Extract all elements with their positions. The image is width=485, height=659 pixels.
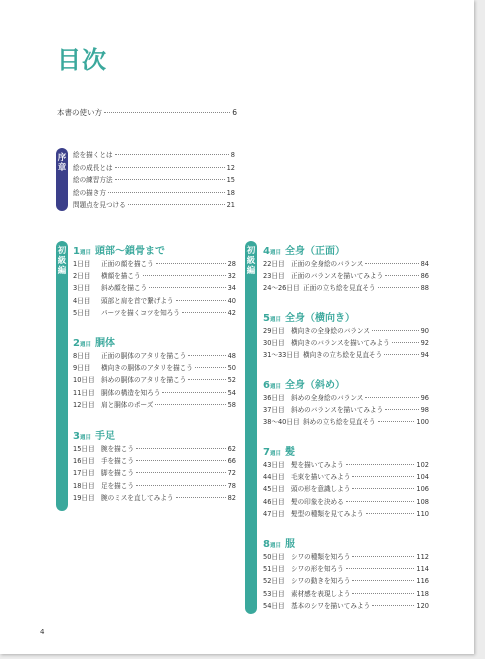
- toc-entry-page: 15: [226, 176, 235, 184]
- toc-entry[interactable]: [263, 282, 429, 294]
- toc-entry-label: 横顔を描こう: [101, 272, 141, 281]
- toc-entry-label: 横向きの胴体のアタリを描こう: [101, 364, 193, 373]
- day-label: 18日目: [73, 481, 95, 490]
- day-label: 43日目: [263, 461, 285, 469]
- week-title: 全身（横向き）: [284, 313, 355, 324]
- toc-entry-label: 横向きの全身絵のバランス: [291, 327, 370, 335]
- toc-entry-page: 98: [420, 406, 429, 415]
- leader-dots: [188, 355, 225, 356]
- leader-dots: [385, 275, 418, 276]
- week-label: 週目: [79, 435, 91, 441]
- toc-entry-label: 問題点を見つける: [73, 201, 126, 209]
- toc-entry-label: 絵の成長とは: [73, 163, 113, 172]
- week-heading: [263, 535, 429, 551]
- day-label: 9日目: [73, 364, 91, 373]
- leader-dots: [352, 476, 414, 477]
- toc-entry-label: 絵の描き方: [73, 188, 106, 197]
- toc-entry[interactable]: [263, 471, 429, 483]
- toc-entry[interactable]: [263, 337, 429, 349]
- toc-entry-page: 58: [227, 400, 236, 409]
- toc-entry-label: 頭の形を意識しよう: [291, 485, 351, 494]
- toc-entry-label: 絵の練習方法: [73, 176, 113, 184]
- level-badge-left: [56, 241, 68, 511]
- toc-entry-page: 52: [227, 376, 236, 385]
- leader-dots: [346, 568, 415, 569]
- toc-entry[interactable]: [263, 270, 429, 282]
- leader-dots: [392, 342, 419, 343]
- toc-entry[interactable]: [263, 600, 429, 612]
- day-label: 23日目: [263, 272, 285, 281]
- toc-entry-label: 斜めの胴体のアタリを描こう: [101, 376, 187, 385]
- badge-char: 級: [57, 256, 67, 266]
- week-heading: [263, 309, 429, 325]
- badge-char: 編: [246, 266, 256, 276]
- toc-entry-page: 12: [226, 163, 235, 172]
- intro-badge: [56, 148, 68, 211]
- leader-dots: [188, 379, 225, 380]
- day-label: 45日目: [263, 485, 285, 494]
- toc-entry-page: 92: [420, 339, 429, 348]
- toc-entry[interactable]: [73, 492, 236, 504]
- toc-entry-page: 116: [416, 577, 429, 586]
- week-number: 6: [263, 380, 270, 391]
- toc-entry[interactable]: [73, 270, 236, 282]
- toc-entry[interactable]: [263, 459, 429, 471]
- toc-entry-label: 正面の胴体のアタリを描こう: [101, 352, 187, 360]
- week-label: 週目: [79, 342, 91, 348]
- week-number: 3: [73, 431, 80, 442]
- leader-dots: [182, 312, 226, 313]
- day-label: 8日目: [73, 352, 91, 360]
- toc-entry[interactable]: [263, 551, 429, 563]
- toc-entry[interactable]: [263, 588, 429, 600]
- toc-entry-page: 50: [227, 364, 236, 373]
- leader-dots: [384, 354, 418, 355]
- leader-dots: [136, 472, 226, 473]
- toc-entry-page: 34: [227, 284, 236, 293]
- toc-entry-label: シワの動きを知ろう: [291, 577, 351, 586]
- level-badge-right: [245, 241, 257, 614]
- leader-dots: [385, 409, 418, 410]
- week-number: 2: [73, 338, 80, 349]
- toc-entry-howto[interactable]: [57, 107, 237, 118]
- toc-entry-page: 86: [420, 272, 429, 281]
- leader-dots: [128, 204, 225, 205]
- week-title: 服: [284, 539, 295, 550]
- toc-entry[interactable]: [263, 416, 429, 428]
- week-label: 週目: [269, 250, 281, 256]
- toc-entry[interactable]: [263, 349, 429, 361]
- toc-entry-page: 48: [227, 352, 236, 360]
- toc-entry-page: 54: [227, 388, 236, 397]
- day-label: 52日目: [263, 577, 285, 586]
- toc-entry-page: 42: [227, 308, 236, 317]
- leader-dots: [195, 367, 226, 368]
- intro-list: [73, 149, 235, 212]
- week-title: 頭部〜鎖骨まで: [94, 246, 165, 257]
- toc-entry-label: シワの形を知ろう: [291, 565, 344, 574]
- leader-dots: [115, 167, 225, 168]
- leader-dots: [108, 192, 225, 193]
- toc-entry[interactable]: [73, 149, 235, 162]
- week-heading: [263, 376, 429, 392]
- day-label: 30日目: [263, 339, 285, 348]
- toc-entry-page: 18: [226, 188, 235, 197]
- toc-entry-page: 62: [227, 445, 236, 453]
- toc-entry[interactable]: [73, 295, 236, 307]
- week-title: 手足: [94, 431, 115, 442]
- day-label: 54日目: [263, 601, 285, 610]
- toc-entry-label: 斜めの立ち絵を見直そう: [303, 418, 376, 427]
- day-label: 17日目: [73, 469, 95, 478]
- leader-dots: [115, 179, 225, 180]
- toc-entry[interactable]: [73, 443, 236, 455]
- toc-entry-page: 100: [416, 418, 429, 427]
- toc-entry[interactable]: [263, 483, 429, 495]
- toc-entry[interactable]: [73, 480, 236, 492]
- week-heading: [73, 242, 236, 258]
- toc-entry[interactable]: [263, 496, 429, 508]
- day-label: 46日目: [263, 497, 285, 506]
- toc-entry-page: 118: [416, 589, 429, 598]
- toc-entry-label: 手を描こう: [101, 457, 134, 466]
- day-label: 37日目: [263, 406, 285, 415]
- toc-entry[interactable]: [73, 307, 236, 319]
- toc-entry-page: 21: [226, 201, 235, 209]
- day-label: 50日目: [263, 553, 285, 561]
- day-label: 38〜40日目: [263, 418, 300, 427]
- toc-entry-page: 106: [416, 485, 429, 494]
- leader-dots: [176, 300, 226, 301]
- day-label: 24〜26日目: [263, 284, 300, 293]
- toc-entry[interactable]: [263, 508, 429, 520]
- leader-dots: [365, 263, 418, 264]
- week-label: 週目: [269, 384, 281, 390]
- toc-entry[interactable]: [73, 282, 236, 294]
- toc-entry[interactable]: [263, 404, 429, 416]
- week-section: [263, 242, 429, 295]
- day-label: 31〜33日目: [263, 351, 300, 360]
- badge-char: 章: [57, 163, 67, 173]
- toc-entry-page: 6: [232, 108, 237, 117]
- week-label: 週目: [79, 250, 91, 256]
- day-label: 10日目: [73, 376, 95, 385]
- toc-entry[interactable]: [73, 362, 236, 374]
- leader-dots: [149, 287, 225, 288]
- toc-entry-label: 斜めのバランスを描いてみよう: [291, 406, 384, 415]
- toc-entry-label: 胴体の構造を知ろう: [101, 388, 161, 397]
- day-label: 16日目: [73, 457, 95, 466]
- week-heading: [263, 242, 429, 258]
- toc-entry-page: 90: [420, 327, 429, 335]
- toc-entry-page: 32: [227, 272, 236, 281]
- toc-entry-page: 102: [416, 461, 429, 469]
- week-section: [73, 427, 236, 504]
- toc-entry-label: 斜めの全身絵のバランス: [291, 394, 364, 402]
- week-section: [73, 334, 236, 411]
- week-number: 7: [263, 447, 270, 458]
- week-title: 髪: [284, 447, 295, 458]
- day-label: 11日目: [73, 388, 95, 397]
- toc-entry-page: 104: [416, 473, 429, 482]
- week-section: [263, 309, 429, 362]
- badge-char: 初: [57, 246, 67, 256]
- page-title: 目次: [57, 46, 107, 74]
- toc-entry-page: 72: [227, 469, 236, 478]
- week-number: 5: [263, 313, 270, 324]
- toc-entry-label: 横向きの立ち絵を見直そう: [303, 351, 383, 360]
- toc-entry-label: 絵を描くとは: [73, 151, 113, 159]
- toc-entry-page: 82: [227, 493, 236, 502]
- toc-entry-label: 腕のミスを直してみよう: [101, 493, 174, 502]
- day-label: 47日目: [263, 509, 285, 518]
- toc-entry-label: 素材感を表現しよう: [291, 589, 351, 598]
- day-label: 29日目: [263, 327, 285, 335]
- day-label: 44日目: [263, 473, 285, 482]
- toc-entry[interactable]: [263, 563, 429, 575]
- toc-entry-page: 120: [416, 601, 429, 610]
- day-label: 1日目: [73, 260, 91, 268]
- leader-dots: [372, 330, 419, 331]
- toc-entry-page: 66: [227, 457, 236, 466]
- toc-entry-label: 正面のバランスを描いてみよう: [291, 272, 384, 281]
- day-label: 4日目: [73, 296, 91, 305]
- week-number: 1: [73, 246, 80, 257]
- badge-char: 序: [57, 153, 67, 163]
- week-section: [263, 535, 429, 612]
- toc-entry[interactable]: [73, 174, 235, 187]
- leader-dots: [352, 556, 414, 557]
- toc-entry-label: 髪を描いてみよう: [291, 461, 344, 469]
- day-label: 51日目: [263, 565, 285, 574]
- toc-entry-page: 8: [230, 151, 235, 159]
- toc-entry[interactable]: [73, 399, 236, 411]
- week-label: 週目: [269, 451, 281, 457]
- leader-dots: [104, 112, 230, 113]
- day-label: 19日目: [73, 493, 95, 502]
- toc-entry-page: 28: [227, 260, 236, 268]
- leader-dots: [346, 501, 415, 502]
- toc-entry-page: 94: [420, 351, 429, 360]
- leader-dots: [352, 488, 414, 489]
- week-title: 全身（斜め）: [284, 380, 345, 391]
- day-label: 2日目: [73, 272, 91, 281]
- day-label: 5日目: [73, 308, 91, 317]
- toc-entry[interactable]: [263, 325, 429, 337]
- toc-entry-label: パーツを描くコツを知ろう: [101, 308, 180, 317]
- week-title: 全身（正面）: [284, 246, 345, 257]
- toc-entry-label: 正面の顔を描こう: [101, 260, 154, 268]
- toc-entry[interactable]: [73, 350, 236, 362]
- toc-entry[interactable]: [73, 455, 236, 467]
- week-heading: [73, 334, 236, 350]
- toc-entry[interactable]: [73, 374, 236, 386]
- toc-entry[interactable]: [263, 392, 429, 404]
- toc-entry-page: 40: [227, 296, 236, 305]
- week-number: 4: [263, 246, 270, 257]
- toc-entry-label: 脚を描こう: [101, 469, 134, 478]
- toc-entry-label: 毛束を描いてみよう: [291, 473, 351, 482]
- leader-dots: [115, 154, 229, 155]
- leader-dots: [378, 287, 419, 288]
- toc-entry-label: 基本のシワを描いてみよう: [291, 601, 371, 610]
- toc-entry[interactable]: [73, 387, 236, 399]
- leader-dots: [176, 497, 226, 498]
- day-label: 53日目: [263, 589, 285, 598]
- toc-entry-page: 84: [420, 260, 429, 268]
- week-number: 8: [263, 539, 270, 550]
- badge-char: 初: [246, 246, 256, 256]
- week-section: [263, 376, 429, 429]
- week-label: 週目: [269, 317, 281, 323]
- toc-entry-page: 112: [416, 553, 429, 561]
- week-title: 胴体: [94, 338, 115, 349]
- toc-entry[interactable]: [73, 467, 236, 479]
- toc-entry-label: シワの種類を知ろう: [291, 553, 351, 561]
- toc-entry[interactable]: [263, 258, 429, 270]
- toc-entry-label: 正面の全身絵のバランス: [291, 260, 364, 268]
- toc-entry[interactable]: [73, 162, 235, 175]
- leader-dots: [143, 275, 226, 276]
- toc-entry-label: 髪型の種類を見てみよう: [291, 509, 364, 518]
- week-heading: [263, 443, 429, 459]
- leader-dots: [346, 464, 415, 465]
- day-label: 36日目: [263, 394, 285, 402]
- toc-entry-page: 88: [420, 284, 429, 293]
- toc-entry-page: 96: [420, 394, 429, 402]
- leader-dots: [352, 580, 414, 581]
- leader-dots: [378, 421, 415, 422]
- toc-entry-page: 114: [416, 565, 429, 574]
- toc-entry-label: 腕を描こう: [101, 445, 134, 453]
- leader-dots: [156, 263, 226, 264]
- day-label: 22日目: [263, 260, 285, 268]
- toc-entry-page: 108: [416, 497, 429, 506]
- leader-dots: [155, 404, 225, 405]
- toc-entry-label: 本書の使い方: [57, 108, 102, 117]
- week-section: [263, 443, 429, 520]
- toc-entry[interactable]: [73, 258, 236, 270]
- toc-entry-label: 髪の印象を決める: [291, 497, 344, 506]
- badge-char: 編: [57, 266, 67, 276]
- leader-dots: [162, 392, 225, 393]
- badge-char: 級: [246, 256, 256, 266]
- day-label: 15日目: [73, 445, 95, 453]
- leader-dots: [136, 485, 226, 486]
- toc-entry-label: 足を描こう: [101, 481, 134, 490]
- leader-dots: [365, 397, 418, 398]
- leader-dots: [136, 448, 226, 449]
- toc-entry[interactable]: [263, 575, 429, 587]
- week-label: 週目: [269, 543, 281, 549]
- leader-dots: [366, 513, 415, 514]
- page-number: 4: [40, 628, 45, 636]
- toc-entry-page: 78: [227, 481, 236, 490]
- leader-dots: [372, 605, 414, 606]
- toc-entry-label: 横向きのバランスを描いてみよう: [291, 339, 390, 348]
- toc-entry[interactable]: [73, 187, 235, 200]
- toc-entry-label: 肩と胴体のポーズ: [101, 400, 154, 409]
- toc-entry-label: 正面の立ち絵を見直そう: [303, 284, 376, 293]
- toc-entry-label: 斜め顔を描こう: [101, 284, 148, 293]
- week-heading: [73, 427, 236, 443]
- week-section: [73, 242, 236, 319]
- toc-entry-page: 110: [416, 509, 429, 518]
- leader-dots: [352, 593, 414, 594]
- leader-dots: [136, 460, 226, 461]
- day-label: 3日目: [73, 284, 91, 293]
- toc-entry[interactable]: [73, 199, 235, 212]
- day-label: 12日目: [73, 400, 95, 409]
- toc-entry-label: 頭部と肩を首で繋げよう: [101, 296, 174, 305]
